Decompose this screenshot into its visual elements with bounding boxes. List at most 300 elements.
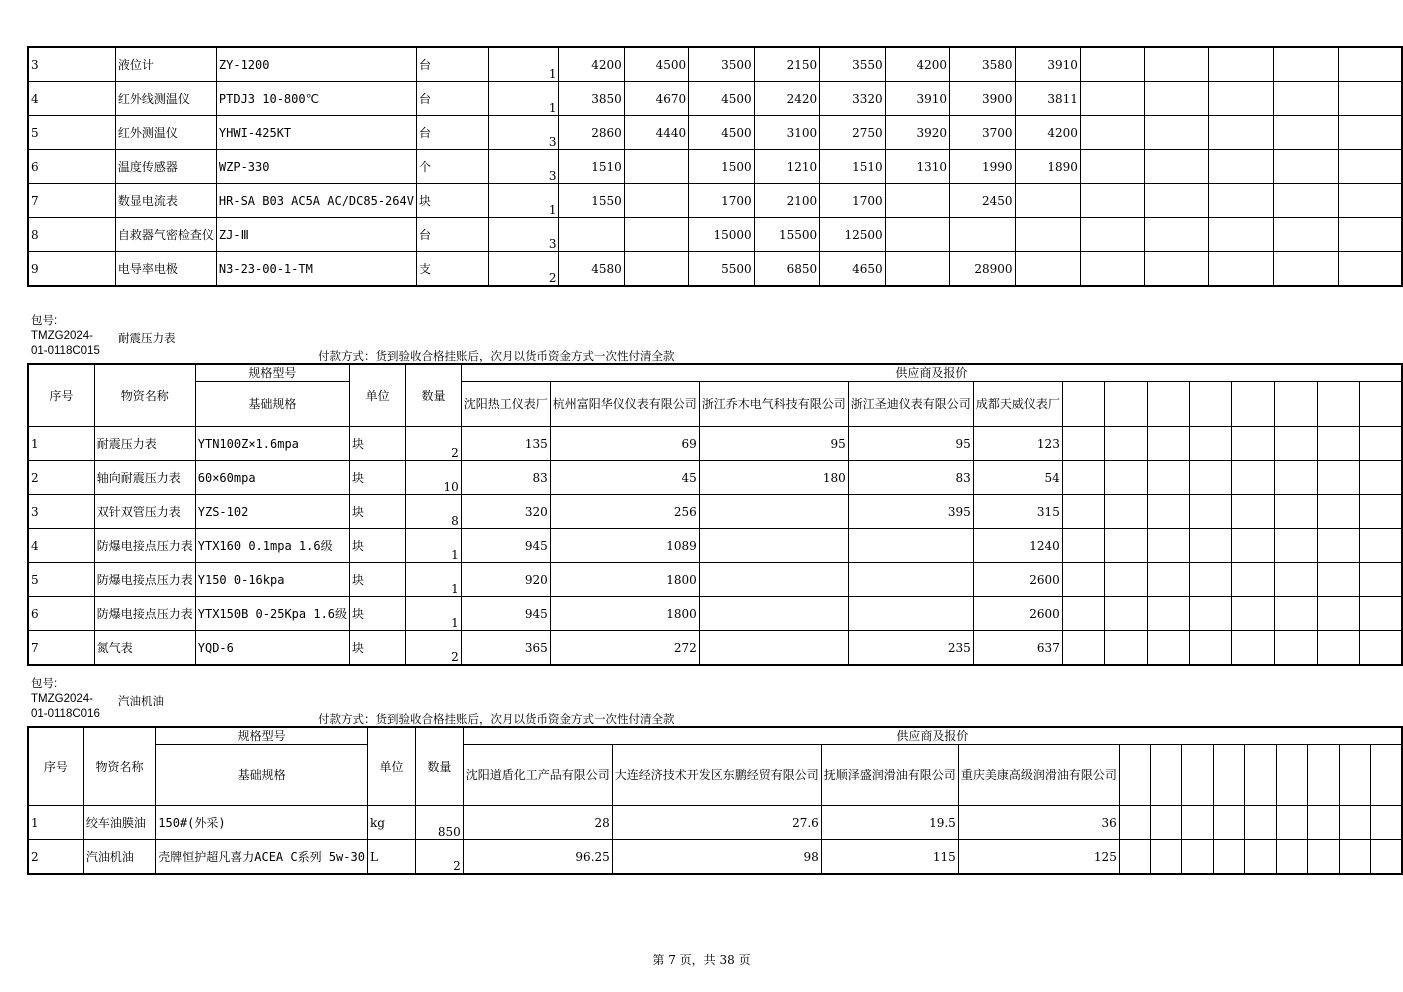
- header-item-name: 物资名称: [94, 364, 195, 427]
- row-number: 6: [28, 597, 94, 631]
- item-name: 红外测温仪: [115, 116, 216, 150]
- price-cell: [1104, 631, 1147, 666]
- row-number: 4: [28, 529, 94, 563]
- price-cell: [1371, 840, 1402, 875]
- price-cell: [1144, 116, 1209, 150]
- price-cell: [699, 597, 848, 631]
- price-cell: [1015, 184, 1080, 218]
- price-cell: [1360, 563, 1402, 597]
- price-cell: 4200: [1015, 116, 1080, 150]
- price-cell: [1338, 47, 1402, 82]
- price-cell: 3700: [950, 116, 1016, 150]
- price-cell: [1144, 150, 1209, 184]
- package-number-part2: 01-0118C016: [31, 708, 100, 720]
- item-spec: 60×60mpa: [195, 461, 349, 495]
- price-cell: [1317, 631, 1360, 666]
- package-number-part2: 01-0118C015: [31, 345, 100, 357]
- page-footer: 第 7 页，共 38 页: [652, 953, 751, 967]
- item-unit: 支: [416, 252, 488, 287]
- price-cell: [885, 184, 949, 218]
- price-cell: 4200: [885, 47, 949, 82]
- price-cell: [1213, 840, 1245, 875]
- supplier-name: 杭州富阳华仪仪表有限公司: [550, 382, 699, 427]
- price-cell: 4440: [624, 116, 688, 150]
- header-spec-group: 规格型号: [156, 727, 368, 745]
- price-cell: 19.5: [821, 806, 958, 840]
- price-cell: 235: [848, 631, 973, 666]
- price-cell: 3910: [1015, 47, 1080, 82]
- table-row: [28, 631, 1402, 666]
- price-cell: [1190, 597, 1232, 631]
- price-cell: [1360, 495, 1402, 529]
- header-unit: 单位: [350, 364, 406, 427]
- package-name: 汽油机油: [118, 694, 164, 708]
- item-spec: YTN100Z×1.6mpa: [195, 427, 349, 461]
- price-cell: 1510: [559, 150, 624, 184]
- price-cell: [1062, 563, 1104, 597]
- header-item-name: 物资名称: [83, 727, 155, 806]
- table-row: [28, 529, 1402, 563]
- price-cell: [1308, 840, 1340, 875]
- supplier-name: [1213, 745, 1245, 806]
- price-cell: [1104, 495, 1147, 529]
- price-cell: [1338, 82, 1402, 116]
- price-cell: 1510: [820, 150, 886, 184]
- price-cell: 83: [461, 461, 550, 495]
- item-name: 防爆电接点压力表: [94, 597, 195, 631]
- supplier-name: 重庆美康高级润滑油有限公司: [958, 745, 1119, 806]
- item-quantity: 2: [406, 427, 462, 461]
- price-cell: [1104, 427, 1147, 461]
- item-quantity: 3: [488, 218, 559, 252]
- item-quantity: 1: [406, 563, 462, 597]
- supplier-row: [28, 382, 1402, 427]
- price-cell: 1990: [950, 150, 1016, 184]
- price-cell: 945: [461, 597, 550, 631]
- table-row: [28, 563, 1402, 597]
- item-spec: WZP-330: [216, 150, 416, 184]
- row-number: 9: [28, 252, 115, 287]
- price-cell: [848, 529, 973, 563]
- price-cell: [1360, 461, 1402, 495]
- price-cell: [1338, 116, 1402, 150]
- row-number: 7: [28, 184, 115, 218]
- quote-table-package-c015: [27, 363, 1403, 666]
- price-cell: [1080, 218, 1144, 252]
- price-cell: 3920: [885, 116, 949, 150]
- row-number: 5: [28, 116, 115, 150]
- price-cell: [1308, 806, 1340, 840]
- item-spec: ZJ-Ⅲ: [216, 218, 416, 252]
- price-cell: 2100: [754, 184, 820, 218]
- price-cell: [1015, 218, 1080, 252]
- table-row: [28, 218, 1402, 252]
- price-cell: [1317, 427, 1360, 461]
- header-row: [28, 364, 1402, 382]
- header-row: [28, 727, 1402, 745]
- price-cell: 15000: [689, 218, 755, 252]
- supplier-name: [1245, 745, 1276, 806]
- price-cell: [1209, 116, 1274, 150]
- supplier-name: [1151, 745, 1182, 806]
- price-cell: [1080, 150, 1144, 184]
- item-spec: N3-23-00-1-TM: [216, 252, 416, 287]
- item-unit: kg: [367, 806, 415, 840]
- price-cell: [1104, 461, 1147, 495]
- price-cell: 95: [699, 427, 848, 461]
- price-cell: [1144, 252, 1209, 287]
- price-cell: [1273, 184, 1338, 218]
- supplier-name: 浙江圣迪仪表有限公司: [848, 382, 973, 427]
- price-cell: [1274, 563, 1317, 597]
- item-quantity: 2: [406, 631, 462, 666]
- price-cell: 1800: [550, 597, 699, 631]
- header-base-spec: 基础规格: [156, 745, 368, 806]
- price-cell: [1182, 806, 1214, 840]
- price-cell: 3580: [950, 47, 1016, 82]
- item-unit: 块: [350, 597, 406, 631]
- price-cell: [1080, 252, 1144, 287]
- item-unit: 台: [416, 116, 488, 150]
- supplier-name: [1062, 382, 1104, 427]
- price-cell: 4500: [624, 47, 688, 82]
- price-cell: [1209, 218, 1274, 252]
- row-number: 1: [28, 427, 94, 461]
- supplier-name: [1317, 382, 1360, 427]
- package-label-line1: 包号:: [31, 315, 58, 327]
- price-cell: [1360, 631, 1402, 666]
- supplier-name: [1274, 382, 1317, 427]
- price-cell: [1274, 461, 1317, 495]
- price-cell: 315: [973, 495, 1062, 529]
- price-cell: [1062, 495, 1104, 529]
- price-cell: [1144, 82, 1209, 116]
- supplier-name: [1360, 382, 1402, 427]
- supplier-name: [1104, 382, 1147, 427]
- price-cell: [624, 184, 688, 218]
- price-cell: [1209, 82, 1274, 116]
- supplier-name: [1276, 745, 1308, 806]
- package-name: 耐震压力表: [118, 331, 176, 345]
- supplier-name: 大连经济技术开发区东鹏经贸有限公司: [612, 745, 821, 806]
- price-cell: [624, 252, 688, 287]
- price-cell: 95: [848, 427, 973, 461]
- price-cell: [1190, 563, 1232, 597]
- price-cell: 2860: [559, 116, 624, 150]
- price-cell: [699, 631, 848, 666]
- table-row: [28, 82, 1402, 116]
- price-cell: 3900: [950, 82, 1016, 116]
- price-cell: [1151, 806, 1182, 840]
- price-cell: [1144, 184, 1209, 218]
- price-cell: 28: [463, 806, 612, 840]
- price-cell: [848, 563, 973, 597]
- price-cell: [1274, 495, 1317, 529]
- price-cell: [1104, 529, 1147, 563]
- item-quantity: 1: [488, 82, 559, 116]
- price-cell: 3910: [885, 82, 949, 116]
- item-name: 耐震压力表: [94, 427, 195, 461]
- price-cell: 98: [612, 840, 821, 875]
- price-cell: [1245, 806, 1276, 840]
- price-cell: 3320: [820, 82, 886, 116]
- item-unit: 个: [416, 150, 488, 184]
- item-spec: YTX150B 0-25Kpa 1.6级: [195, 597, 349, 631]
- table-row: [28, 116, 1402, 150]
- price-cell: 1089: [550, 529, 699, 563]
- price-cell: [1273, 252, 1338, 287]
- price-cell: 1700: [689, 184, 755, 218]
- payment-terms: 付款方式：货到验收合格挂账后，次月以货币资金方式一次性付清全款: [318, 349, 675, 363]
- price-cell: [699, 495, 848, 529]
- item-name: 氮气表: [94, 631, 195, 666]
- supplier-name: [1339, 745, 1371, 806]
- item-spec: Y150 0-16kpa: [195, 563, 349, 597]
- item-unit: 台: [416, 47, 488, 82]
- row-number: 3: [28, 495, 94, 529]
- price-cell: [1144, 47, 1209, 82]
- item-name: 双针双管压力表: [94, 495, 195, 529]
- header-spec-group: 规格型号: [195, 364, 349, 382]
- price-cell: 15500: [754, 218, 820, 252]
- price-cell: 920: [461, 563, 550, 597]
- price-cell: [1080, 82, 1144, 116]
- price-cell: [1147, 529, 1190, 563]
- price-cell: 180: [699, 461, 848, 495]
- price-cell: 4580: [559, 252, 624, 287]
- price-cell: [1119, 806, 1151, 840]
- price-cell: [1338, 218, 1402, 252]
- price-cell: [699, 563, 848, 597]
- price-cell: [1151, 840, 1182, 875]
- quote-table-continued: [27, 46, 1403, 287]
- supplier-name: [1182, 745, 1214, 806]
- price-cell: 45: [550, 461, 699, 495]
- price-cell: [950, 218, 1016, 252]
- supplier-name: [1147, 382, 1190, 427]
- row-number: 5: [28, 563, 94, 597]
- item-quantity: 1: [488, 47, 559, 82]
- item-quantity: 3: [488, 150, 559, 184]
- price-cell: [1182, 840, 1214, 875]
- item-unit: 块: [350, 563, 406, 597]
- supplier-name: 浙江乔木电气科技有限公司: [699, 382, 848, 427]
- price-cell: 4500: [689, 82, 755, 116]
- table-row: [28, 427, 1402, 461]
- price-cell: [1274, 427, 1317, 461]
- price-cell: 123: [973, 427, 1062, 461]
- price-cell: [1273, 116, 1338, 150]
- price-cell: 4670: [624, 82, 688, 116]
- table-row: [28, 252, 1402, 287]
- item-unit: 块: [350, 495, 406, 529]
- price-cell: 2450: [950, 184, 1016, 218]
- price-cell: [1104, 597, 1147, 631]
- price-cell: [1062, 597, 1104, 631]
- item-unit: 台: [416, 218, 488, 252]
- price-cell: 3850: [559, 82, 624, 116]
- package-label-line1: 包号:: [31, 678, 58, 690]
- row-number: 1: [28, 806, 83, 840]
- price-cell: 4500: [689, 116, 755, 150]
- item-quantity: 1: [406, 597, 462, 631]
- price-cell: [1360, 597, 1402, 631]
- price-cell: [1147, 461, 1190, 495]
- price-cell: [1360, 427, 1402, 461]
- table-row: [28, 184, 1402, 218]
- row-number: 4: [28, 82, 115, 116]
- price-cell: [1147, 631, 1190, 666]
- supplier-name: [1308, 745, 1340, 806]
- item-quantity: 10: [406, 461, 462, 495]
- item-spec: 壳牌恒护超凡喜力ACEA C系列 5w-30: [156, 840, 368, 875]
- item-quantity: 850: [416, 806, 464, 840]
- price-cell: [624, 150, 688, 184]
- price-cell: [885, 252, 949, 287]
- price-cell: [1274, 529, 1317, 563]
- price-cell: [1232, 631, 1275, 666]
- price-cell: [1209, 47, 1274, 82]
- item-spec: ZY-1200: [216, 47, 416, 82]
- item-spec: YQD-6: [195, 631, 349, 666]
- price-cell: 1550: [559, 184, 624, 218]
- price-cell: 6850: [754, 252, 820, 287]
- price-cell: [1147, 427, 1190, 461]
- price-cell: [1232, 597, 1275, 631]
- price-cell: [1276, 840, 1308, 875]
- price-cell: [1147, 597, 1190, 631]
- price-cell: [1209, 252, 1274, 287]
- item-quantity: 2: [416, 840, 464, 875]
- table-row: [28, 47, 1402, 82]
- price-cell: [1317, 563, 1360, 597]
- item-name: 防爆电接点压力表: [94, 563, 195, 597]
- price-cell: [1232, 495, 1275, 529]
- price-cell: 2750: [820, 116, 886, 150]
- price-cell: [1015, 252, 1080, 287]
- item-name: 自救器气密检查仪: [115, 218, 216, 252]
- item-unit: 块: [350, 529, 406, 563]
- price-cell: 4200: [559, 47, 624, 82]
- price-cell: 1240: [973, 529, 1062, 563]
- price-cell: 1800: [550, 563, 699, 597]
- price-cell: 365: [461, 631, 550, 666]
- price-cell: 256: [550, 495, 699, 529]
- price-cell: [1190, 631, 1232, 666]
- table-row: [28, 806, 1402, 840]
- price-cell: [1274, 631, 1317, 666]
- header-quantity: 数量: [416, 727, 464, 806]
- price-cell: [699, 529, 848, 563]
- package-number-part1: TMZG2024-: [31, 693, 93, 705]
- price-cell: 96.25: [463, 840, 612, 875]
- price-cell: [1190, 529, 1232, 563]
- price-cell: 5500: [689, 252, 755, 287]
- price-cell: 637: [973, 631, 1062, 666]
- item-name: 数显电流表: [115, 184, 216, 218]
- table-row: [28, 840, 1402, 875]
- price-cell: [1360, 529, 1402, 563]
- price-cell: 1700: [820, 184, 886, 218]
- price-cell: 115: [821, 840, 958, 875]
- item-name: 液位计: [115, 47, 216, 82]
- supplier-name: 成都天威仪表厂: [973, 382, 1062, 427]
- price-cell: [1317, 461, 1360, 495]
- item-name: 电导率电极: [115, 252, 216, 287]
- price-cell: [1080, 47, 1144, 82]
- header-serial: 序号: [28, 364, 94, 427]
- item-quantity: 1: [488, 184, 559, 218]
- item-spec: YHWI-425KT: [216, 116, 416, 150]
- supplier-name: 沈阳热工仪表厂: [461, 382, 550, 427]
- price-cell: 135: [461, 427, 550, 461]
- quote-table-package-c016: [27, 726, 1403, 875]
- item-name: 红外线测温仪: [115, 82, 216, 116]
- price-cell: 2600: [973, 597, 1062, 631]
- price-cell: [1339, 840, 1371, 875]
- item-unit: 块: [416, 184, 488, 218]
- price-cell: 2600: [973, 563, 1062, 597]
- price-cell: 69: [550, 427, 699, 461]
- table-row: [28, 150, 1402, 184]
- price-cell: 395: [848, 495, 973, 529]
- price-cell: 125: [958, 840, 1119, 875]
- price-cell: 3550: [820, 47, 886, 82]
- price-cell: [624, 218, 688, 252]
- table-row: [28, 597, 1402, 631]
- price-cell: 3100: [754, 116, 820, 150]
- table-row: [28, 461, 1402, 495]
- price-cell: [1080, 116, 1144, 150]
- price-cell: [1232, 563, 1275, 597]
- item-quantity: 3: [488, 116, 559, 150]
- price-cell: [1273, 218, 1338, 252]
- price-cell: 36: [958, 806, 1119, 840]
- price-cell: [1213, 806, 1245, 840]
- header-unit: 单位: [367, 727, 415, 806]
- price-cell: [1104, 563, 1147, 597]
- price-cell: [1119, 840, 1151, 875]
- price-cell: [1338, 150, 1402, 184]
- price-cell: 272: [550, 631, 699, 666]
- header-quantity: 数量: [406, 364, 462, 427]
- price-cell: [1317, 597, 1360, 631]
- price-cell: [1276, 806, 1308, 840]
- package-label: [31, 677, 100, 722]
- supplier-row: [28, 745, 1402, 806]
- price-cell: 3811: [1015, 82, 1080, 116]
- item-name: 温度传感器: [115, 150, 216, 184]
- row-number: 8: [28, 218, 115, 252]
- price-cell: 4650: [820, 252, 886, 287]
- price-cell: [1274, 597, 1317, 631]
- item-unit: L: [367, 840, 415, 875]
- price-cell: 54: [973, 461, 1062, 495]
- payment-terms: 付款方式：货到验收合格挂账后，次月以货币资金方式一次性付清全款: [318, 712, 675, 726]
- price-cell: 27.6: [612, 806, 821, 840]
- price-cell: [1080, 184, 1144, 218]
- supplier-name: [1371, 745, 1402, 806]
- price-cell: 1500: [689, 150, 755, 184]
- price-cell: 2150: [754, 47, 820, 82]
- price-cell: [1209, 184, 1274, 218]
- price-cell: 83: [848, 461, 973, 495]
- price-cell: [1371, 806, 1402, 840]
- price-cell: [1245, 840, 1276, 875]
- price-cell: [559, 218, 624, 252]
- supplier-name: 沈阳道盾化工产品有限公司: [463, 745, 612, 806]
- price-cell: [1273, 47, 1338, 82]
